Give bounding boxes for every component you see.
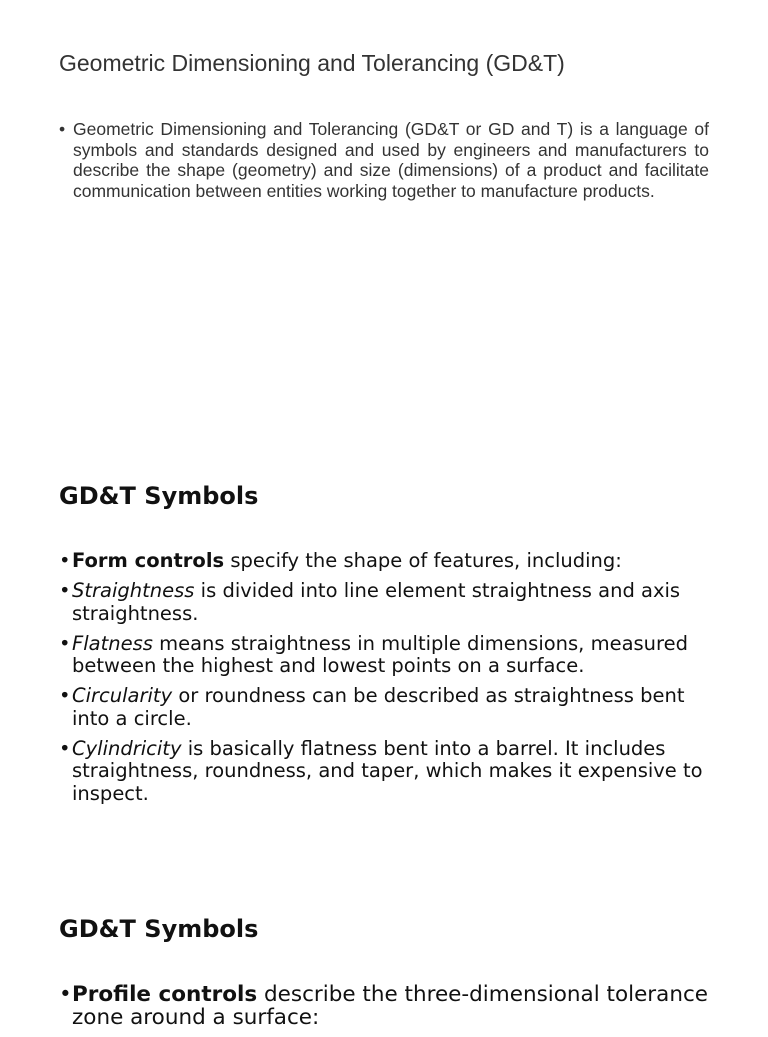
slide2-title: GD&T Symbols — [59, 482, 259, 510]
slide2-bullet-flatness — [59, 633, 719, 678]
slide1-bullet — [59, 119, 709, 201]
slide2-bullet-form-controls — [59, 550, 719, 573]
bullet-marker: • — [59, 736, 71, 760]
bullet-marker: • — [59, 549, 71, 572]
slide3-title: GD&T Symbols — [59, 915, 259, 943]
bullet-lead: Flatness — [72, 631, 153, 655]
slide3-bullet-profile-controls — [59, 983, 719, 1029]
slide1-bullet-list — [59, 119, 709, 201]
slide2-bullet-straightness — [59, 580, 719, 625]
bullet-lead: Form controls — [72, 549, 225, 572]
slide1-title: Geometric Dimensioning and Tolerancing (GD&T) — [59, 50, 565, 76]
bullet-lead: Straightness — [72, 579, 195, 602]
slide3-bullet-list — [59, 983, 719, 1037]
bullet-lead: Circularity — [72, 684, 173, 707]
bullet-text: or roundness can be described as straightness bent into a circle. — [72, 684, 685, 730]
bullet-text: describe the three-dimensional tolerance zone around a surface: — [72, 982, 708, 1030]
slide2-bullet-list — [59, 550, 719, 813]
slide1-bullet-text: Geometric Dimensioning and Tolerancing (GD&T or GD and T) is a language of symbols and standards designed and used by engineers and manufacturers to describe the shape (geometry) and size (dimensions) of a product and facilitate communication between entities working together to manufacture products. — [73, 119, 709, 201]
bullet-text: means straightness in multiple dimensions, measured between the highest and lowest points on a surface. — [72, 631, 689, 677]
bullet-marker: • — [59, 631, 71, 655]
slide2-bullet-circularity — [59, 685, 719, 730]
slide2-bullet-cylindricity — [59, 738, 719, 806]
bullet-marker: • — [59, 119, 66, 139]
bullet-text: is divided into line element straightness and axis straightness. — [72, 579, 681, 625]
bullet-lead: Cylindricity — [72, 736, 182, 760]
bullet-marker: • — [59, 982, 72, 1007]
bullet-lead: Profile controls — [72, 982, 258, 1007]
bullet-marker: • — [59, 684, 71, 707]
bullet-text: is basically flatness bent into a barrel. It includes straightness, roundness, and taper, which makes it expensive to inspect. — [72, 736, 703, 805]
bullet-text: specify the shape of features, including: — [224, 549, 622, 572]
bullet-marker: • — [59, 579, 71, 602]
